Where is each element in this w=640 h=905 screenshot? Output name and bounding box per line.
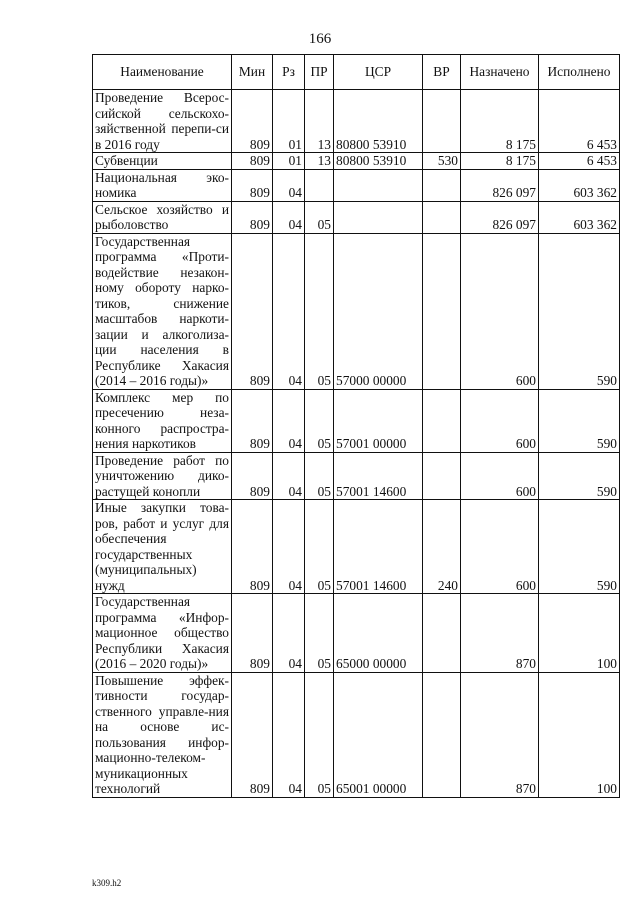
cell-pr	[305, 169, 334, 201]
cell-assigned: 600	[461, 452, 539, 500]
cell-assigned: 8 175	[461, 90, 539, 153]
cell-pr: 05	[305, 233, 334, 389]
cell-assigned: 826 097	[461, 169, 539, 201]
cell-rz: 04	[273, 233, 305, 389]
cell-min: 809	[232, 672, 273, 797]
cell-name: Национальная эко-номика	[93, 169, 232, 201]
column-header-name: Наименование	[93, 55, 232, 90]
cell-csr: 80800 53910	[334, 90, 423, 153]
column-header-csr: ЦСР	[334, 55, 423, 90]
cell-assigned: 600	[461, 233, 539, 389]
cell-name: Иные закупки това-ров, работ и услуг для обеспечения государственных (муниципальных) нужд	[93, 500, 232, 594]
cell-min: 809	[232, 452, 273, 500]
cell-rz: 01	[273, 90, 305, 153]
cell-rz: 04	[273, 169, 305, 201]
cell-assigned: 826 097	[461, 201, 539, 233]
footer-code: k309.h2	[92, 878, 122, 888]
cell-executed: 590	[539, 233, 620, 389]
cell-name: Проведение работ по уничтожению дико-растущей конопли	[93, 452, 232, 500]
cell-assigned: 870	[461, 672, 539, 797]
cell-csr: 65001 00000	[334, 672, 423, 797]
cell-csr: 80800 53910	[334, 153, 423, 170]
cell-rz: 04	[273, 389, 305, 452]
cell-assigned: 8 175	[461, 153, 539, 170]
cell-min: 809	[232, 233, 273, 389]
table-row	[93, 594, 620, 673]
cell-rz: 04	[273, 672, 305, 797]
cell-pr: 05	[305, 500, 334, 594]
cell-executed: 590	[539, 452, 620, 500]
cell-pr: 13	[305, 90, 334, 153]
column-header-pr: ПР	[305, 55, 334, 90]
table-row	[93, 389, 620, 452]
cell-csr	[334, 169, 423, 201]
cell-min: 809	[232, 153, 273, 170]
cell-executed: 6 453	[539, 90, 620, 153]
column-header-min: Мин	[232, 55, 273, 90]
column-header-vr: ВР	[423, 55, 461, 90]
cell-pr: 13	[305, 153, 334, 170]
cell-executed: 100	[539, 594, 620, 673]
cell-csr: 57000 00000	[334, 233, 423, 389]
cell-name: Повышение эффек-тивности государ-ственного управле-ния на основе ис-пользования инфор-мационно-телеком-муникационных технологий	[93, 672, 232, 797]
cell-rz: 04	[273, 500, 305, 594]
cell-name: Субвенции	[93, 153, 232, 170]
page-number: 166	[308, 31, 332, 47]
cell-vr	[423, 672, 461, 797]
cell-vr	[423, 90, 461, 153]
table-row	[93, 169, 620, 201]
table-row	[93, 153, 620, 170]
cell-csr: 57001 00000	[334, 389, 423, 452]
cell-min: 809	[232, 500, 273, 594]
cell-pr: 05	[305, 672, 334, 797]
table-row	[93, 233, 620, 389]
cell-rz: 04	[273, 594, 305, 673]
cell-min: 809	[232, 201, 273, 233]
cell-assigned: 600	[461, 389, 539, 452]
table-header-row	[93, 55, 620, 90]
cell-pr: 05	[305, 389, 334, 452]
cell-name: Проведение Всерос-сийской сельскохо-зяйственной перепи-си в 2016 году	[93, 90, 232, 153]
cell-rz: 04	[273, 201, 305, 233]
table-row	[93, 90, 620, 153]
table-row	[93, 452, 620, 500]
cell-pr: 05	[305, 594, 334, 673]
cell-csr: 57001 14600	[334, 500, 423, 594]
column-header-executed: Исполнено	[539, 55, 620, 90]
cell-vr	[423, 169, 461, 201]
cell-name: Государственная программа «Проти-водействие незакон-ному обороту нарко-тиков, снижение масштабов наркоти-зации и алкоголиза-ции населения в Республике Хакасия (2014 – 2016 годы)»	[93, 233, 232, 389]
cell-executed: 100	[539, 672, 620, 797]
cell-vr: 530	[423, 153, 461, 170]
cell-vr	[423, 389, 461, 452]
column-header-assigned: Назначено	[461, 55, 539, 90]
table-row	[93, 500, 620, 594]
cell-rz: 04	[273, 452, 305, 500]
cell-pr: 05	[305, 452, 334, 500]
table-row	[93, 201, 620, 233]
cell-vr	[423, 594, 461, 673]
cell-executed: 590	[539, 389, 620, 452]
cell-min: 809	[232, 594, 273, 673]
cell-min: 809	[232, 169, 273, 201]
cell-executed: 6 453	[539, 153, 620, 170]
cell-executed: 603 362	[539, 201, 620, 233]
column-header-rz: Рз	[273, 55, 305, 90]
budget-table	[92, 54, 620, 798]
cell-vr: 240	[423, 500, 461, 594]
cell-name: Комплекс мер по пресечению неза-конного распростра-нения наркотиков	[93, 389, 232, 452]
cell-rz: 01	[273, 153, 305, 170]
table-row	[93, 672, 620, 797]
cell-assigned: 870	[461, 594, 539, 673]
cell-vr	[423, 201, 461, 233]
cell-vr	[423, 452, 461, 500]
cell-csr: 65000 00000	[334, 594, 423, 673]
cell-name: Государственная программа «Инфор-мационное общество Республики Хакасия (2016 – 2020 годы)»	[93, 594, 232, 673]
cell-name: Сельское хозяйство и рыболовство	[93, 201, 232, 233]
cell-executed: 590	[539, 500, 620, 594]
cell-assigned: 600	[461, 500, 539, 594]
cell-min: 809	[232, 389, 273, 452]
cell-pr: 05	[305, 201, 334, 233]
cell-executed: 603 362	[539, 169, 620, 201]
cell-csr: 57001 14600	[334, 452, 423, 500]
cell-vr	[423, 233, 461, 389]
cell-csr	[334, 201, 423, 233]
cell-min: 809	[232, 90, 273, 153]
